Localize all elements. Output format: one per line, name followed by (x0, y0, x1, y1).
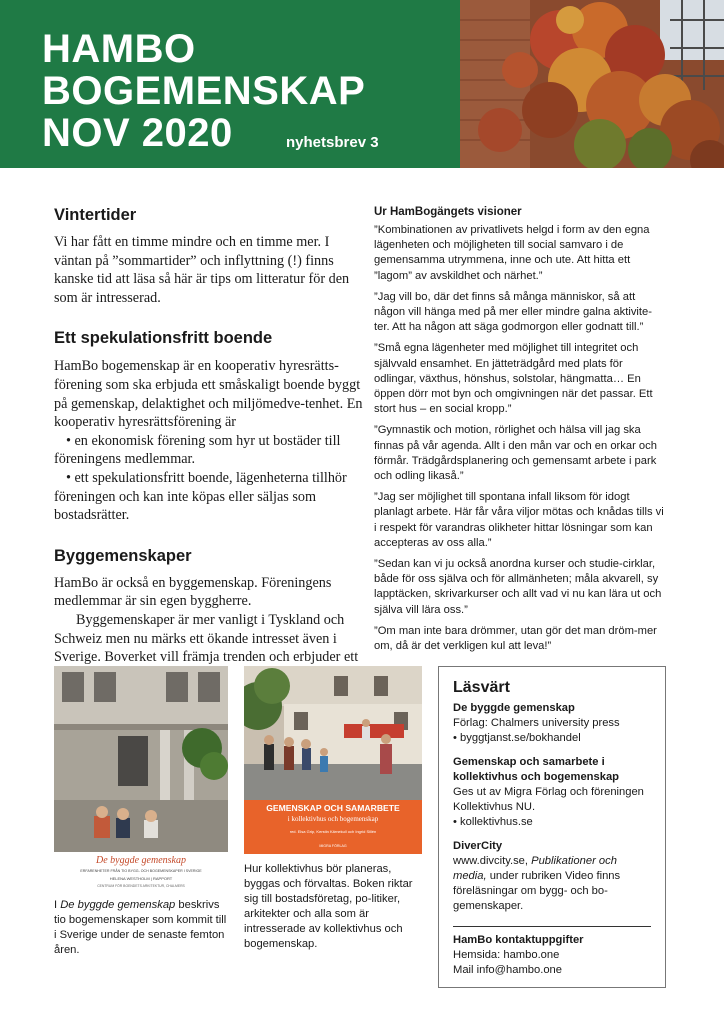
reading-tips-box (438, 666, 666, 988)
issue-label: nyhetsbrev 3 (286, 134, 379, 151)
vision-quote: ”Om man inte bara drömmer, utan gör det man dröm-mer om, då är det verkligen kul att leva!” (374, 624, 657, 653)
section-spekulationsfritt-text (54, 357, 366, 524)
bullet-item: • ett spekulationsfritt boende, lägenheterna tillhör föreningen och kan inte köpas eller säljas som bostadsrätter. (54, 469, 347, 524)
book2-cover-subtitle: i kollektivhus och bogemenskap (287, 815, 379, 823)
vision-quote: ”Gymnastik och motion, rörlighet och hälsa vill jag ska finnas på vår agenda. Allt i den mån var och en orkar och förmår. Trädgårdsplanering och gemensamt arbete i park och odling likaså.” (374, 424, 657, 483)
autumn-wall-photo (460, 0, 724, 168)
tip-text: Ges ut av Migra Förlag och föreningen Kollektivhus NU. (453, 786, 644, 813)
title-line-2: BOGEMENSKAP (42, 69, 366, 113)
section-heading-spekulationsfritt: Ett spekulationsfritt boende (54, 329, 273, 348)
book1-cover-subtitle: ERFARENHETER FRÅN TIO BYGG- OCH BOGEMENSKAPER I SVERIGE (80, 869, 202, 873)
reading-tips-heading: Läsvärt (453, 679, 510, 696)
book2-caption: Hur kollektivhus bör planeras, byggas och förvaltas. Boken riktar sig till bostadsföretag, po-litiker, arkitekter och alla som är intresserade av kollektivhus och bogemenskap. (244, 863, 413, 950)
visions-heading: Ur HamBogängets visioner (374, 206, 522, 218)
tip-link[interactable]: • byggtjanst.se/bokhandel (453, 732, 581, 744)
vision-quote: ”Kombinationen av privatlivets helgd i form av den egna lägenheten och möjligheten till social samvaro i de gemensamma utrymmena, inne och ute. Att hitta ett ”lagom” av avskildhet och närhet.” (374, 224, 650, 282)
divider (453, 926, 651, 927)
paragraph: HamBo bogemenskap är en kooperativ hyresrätts-förening som ska erbjuda ett småskaligt boende byggt på gemenskap, delaktighet och miljömedve-tenhet. En kooperativ hyresrättsförening är (54, 358, 363, 431)
contact-website[interactable]: Hemsida: hambo.one (453, 949, 560, 961)
book1-cover-publisher: CENTRUM FÖR BOENDETS ARKITEKTUR, CHALMERS (97, 884, 185, 888)
book1-caption: I De byggde gemenskap beskrivs tio bogemenskaper som kommit till i Sverige under de senaste femton åren. (54, 899, 227, 956)
main-article-column (54, 206, 366, 685)
bullet-item: • en ekonomisk förening som hyr ut bostäder till föreningens medlemmar. (54, 432, 341, 468)
paragraph: Byggemenskaper är mer vanligt i Tyskland och Schweiz men nu märks ett ökande intresset även i Sverige. Boverket vill främja trenden och erbjuder ett (54, 611, 359, 666)
tip-title: De byggde gemenskap (453, 702, 575, 714)
tip-title: DiverCity (453, 840, 503, 852)
book-cover-de-byggde-gemenskap (54, 666, 228, 894)
book2-cover-title: GEMENSKAP OCH SAMARBETE (266, 803, 400, 813)
book2-cover-publisher: MIGRA FÖRLAG (319, 844, 347, 848)
section-heading-byggemenskaper: Byggemenskaper (54, 546, 192, 565)
vision-quote: ”Sedan kan vi ju också anordna kurser och studie-cirklar, både för oss själva och för allmänheten; måla akvarell, sy lapptäcken, skrivarkurser och allt vad vi nu kan lära ut och själva vill lära oss.” (374, 558, 662, 616)
masthead (0, 0, 724, 168)
divercity-link[interactable]: www.divcity.se, (453, 855, 532, 867)
vision-quote: ”Jag ser möjlighet till spontana infall liksom för idogt planlagt arbete. Här får våra viljor mötas och knådas tills vi i respekt för varandras olikheter hittar lösningar som kan accepteras av oss alla.” (374, 491, 664, 549)
book1-cover-title: De byggde gemenskap (96, 855, 186, 866)
tip-link[interactable]: • kollektivhus.se (453, 816, 533, 828)
book2-cover-editors: red. Elsa Grip, Kerstin Kärnekull och Ingrid Sillén (289, 829, 377, 834)
tip-text: Förlag: Chalmers university press (453, 717, 620, 729)
book-cover-gemenskap-och-samarbete (244, 666, 422, 854)
title-line-3: NOV 2020 (42, 111, 233, 155)
paragraph: HamBo är också en byggemenskap. Föreningens medlemmar är sin egen byggherre. (54, 574, 332, 610)
contact-heading: HamBo kontaktuppgifter (453, 934, 584, 946)
paragraph: Vi har fått en timme mindre och en timme mer. I väntan på ”sommartider” och inflyttning (!) finns kanske tid att läsa så här är tips om litteratur för den som är intresserad. (54, 234, 350, 306)
visions-column (374, 206, 664, 660)
section-heading-vintertider: Vintertider (54, 206, 137, 224)
book1-cover-author: HELENA WESTHOLM | RAPPORT (109, 876, 173, 881)
book1-caption-title: De byggde gemenskap (60, 899, 176, 911)
tip-text: www.divcity.se, Publikationer och media, under rubriken Video finns föreläsningar om bygg- och bo-gemenskaper. (453, 855, 621, 912)
title-line-1: HAMBO (42, 27, 196, 71)
contact-email[interactable]: Mail info@hambo.one (453, 964, 562, 976)
section-vintertider-text (54, 233, 366, 307)
vision-quote: ”Jag vill bo, där det finns så många människor, så att någon vill hänga med på mer eller mindre galna aktivite-ter. Att ha någon att säga godmorgon eller godnatt till.” (374, 290, 652, 334)
tip-title: Gemenskap och samarbete i kollektivhus och bogemenskap (453, 756, 619, 783)
vision-quote: ”Små egna lägenheter med möjlighet till integritet och självvald ensamhet. En jätteträdgård med plats för odlingar, växthus, hönshus, solstolar, hängmatta… En öppen dörr mot byn och omgivningen när det passar. Ett stort hus – en social kropp.” (374, 342, 653, 416)
